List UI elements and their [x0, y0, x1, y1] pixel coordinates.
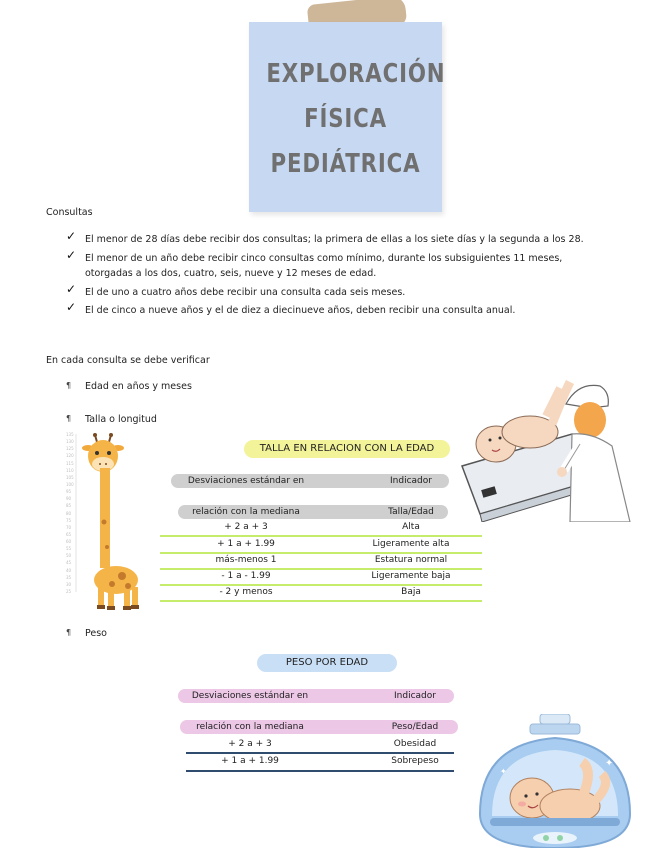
- baby-on-scale-icon: [470, 714, 640, 848]
- ruler-tick-label: 60: [66, 539, 72, 545]
- talla-row-4-col1: - 1 a - 1.99: [221, 571, 271, 581]
- ruler-tick-label: 75: [66, 517, 72, 523]
- verificar-item-peso: Peso: [85, 628, 107, 639]
- talla-header-col2: Indicador: [390, 476, 432, 486]
- talla-row-5-col2: Baja: [401, 587, 421, 597]
- ruler-tick-label: 110: [66, 467, 74, 473]
- ruler-tick-label: 40: [66, 567, 72, 573]
- ruler-tick-label: 90: [66, 496, 72, 502]
- verificar-item-talla: Talla o longitud: [85, 414, 157, 425]
- ruler-tick-label: 70: [66, 524, 72, 530]
- giraffe-icon: [64, 432, 146, 614]
- baby-scale-illustration: [470, 714, 640, 848]
- ruler-tick-label: 25: [66, 589, 72, 594]
- ruler-tick-label: 125: [66, 446, 74, 452]
- peso-subheader-col2: Peso/Edad: [391, 722, 439, 732]
- peso-row-2-col1: + 1 a + 1.99: [221, 756, 279, 766]
- talla-row-divider: [160, 535, 482, 537]
- consulta-item-4: El de cinco a nueve años y el de diez a diecinueve años, deben recibir una consulta anual.: [85, 305, 516, 316]
- talla-row-2-col2: Ligeramente alta: [372, 539, 450, 549]
- check-icon: ✓: [66, 282, 77, 296]
- talla-row-divider: [160, 600, 482, 602]
- ruler-tick-label: 55: [66, 546, 72, 552]
- giraffe-ruler-illustration: [64, 432, 146, 614]
- peso-row-divider: [186, 770, 454, 772]
- svg-text:✦: ✦: [605, 758, 614, 769]
- peso-header-col1: Desviaciones estándar en: [191, 691, 309, 701]
- ruler-tick-label: 135: [66, 432, 74, 437]
- ruler-tick-label: 65: [66, 531, 72, 537]
- pilcrow-bullet-icon: ¶: [66, 414, 72, 423]
- peso-table-title: PESO POR EDAD: [257, 654, 397, 672]
- page-title: [266, 52, 446, 187]
- check-icon: ✓: [66, 300, 77, 314]
- talla-row-1-col1: + 2 a + 3: [224, 522, 268, 532]
- consulta-item-2-cont: otorgadas a los dos, cuatro, seis, nueve y 12 meses de edad.: [85, 268, 377, 279]
- talla-header-col1: Desviaciones estándar en: [187, 476, 305, 486]
- check-icon: ✓: [66, 229, 77, 243]
- ruler-tick-label: 115: [66, 460, 74, 466]
- ruler-tick-label: 100: [66, 481, 74, 487]
- talla-subheader-col2: Talla/Edad: [388, 507, 434, 517]
- consulta-item-1: El menor de 28 días debe recibir dos consultas; la primera de ellas a los siete días y la segunda a los 28.: [85, 234, 584, 245]
- title-line-1: EXPLORACIÓN: [266, 59, 446, 89]
- talla-row-3-col1: más-menos 1: [215, 555, 277, 565]
- peso-row-1-col2: Obesidad: [393, 739, 437, 749]
- ruler-tick-label: 50: [66, 553, 72, 559]
- talla-row-5-col1: - 2 y menos: [219, 587, 273, 597]
- peso-row-divider: [186, 752, 454, 754]
- svg-text:✦: ✦: [500, 767, 507, 776]
- consulta-item-2: El menor de un año debe recibir cinco consultas como mínimo, durante los subsiguientes 11 meses,: [85, 253, 563, 264]
- talla-row-3-col2: Estatura normal: [374, 555, 448, 565]
- ruler-tick-label: 105: [66, 474, 74, 480]
- ruler-tick-label: 45: [66, 560, 72, 566]
- consulta-item-3: El de uno a cuatro años debe recibir una consulta cada seis meses.: [85, 287, 406, 298]
- peso-row-2-col2: Sobrepeso: [391, 756, 439, 766]
- verificar-heading: En cada consulta se debe verificar: [46, 355, 210, 366]
- talla-row-2-col1: + 1 a + 1.99: [217, 539, 275, 549]
- title-note: [249, 22, 446, 212]
- ruler-tick-label: 130: [66, 439, 74, 445]
- talla-subheader-col1: relación con la mediana: [192, 507, 300, 517]
- ruler-tick-label: 30: [66, 581, 72, 587]
- pilcrow-bullet-icon: ¶: [66, 628, 72, 637]
- peso-header-col2: Indicador: [394, 691, 436, 701]
- ruler-tick-label: 95: [66, 489, 72, 495]
- talla-table-title: TALLA EN RELACION CON LA EDAD: [244, 440, 450, 458]
- talla-row-1-col2: Alta: [402, 522, 420, 532]
- title-line-3: PEDIÁTRICA: [270, 149, 421, 179]
- ruler-tick-label: 35: [66, 574, 72, 580]
- peso-row-1-col1: + 2 a + 3: [228, 739, 272, 749]
- pilcrow-bullet-icon: ¶: [66, 381, 72, 390]
- check-icon: ✓: [66, 248, 77, 262]
- doctor-baby-illustration: [460, 374, 632, 522]
- verificar-item-edad: Edad en años y meses: [85, 381, 192, 392]
- doctor-measuring-baby-icon: [460, 374, 632, 522]
- ruler-tick-label: 80: [66, 510, 72, 516]
- ruler-tick-label: 120: [66, 453, 74, 459]
- peso-subheader-col1: relación con la mediana: [196, 722, 304, 732]
- title-line-2: FÍSICA: [304, 104, 387, 134]
- ruler-tick-label: 85: [66, 503, 72, 509]
- talla-row-4-col2: Ligeramente baja: [371, 571, 451, 581]
- consultas-heading: Consultas: [46, 207, 93, 218]
